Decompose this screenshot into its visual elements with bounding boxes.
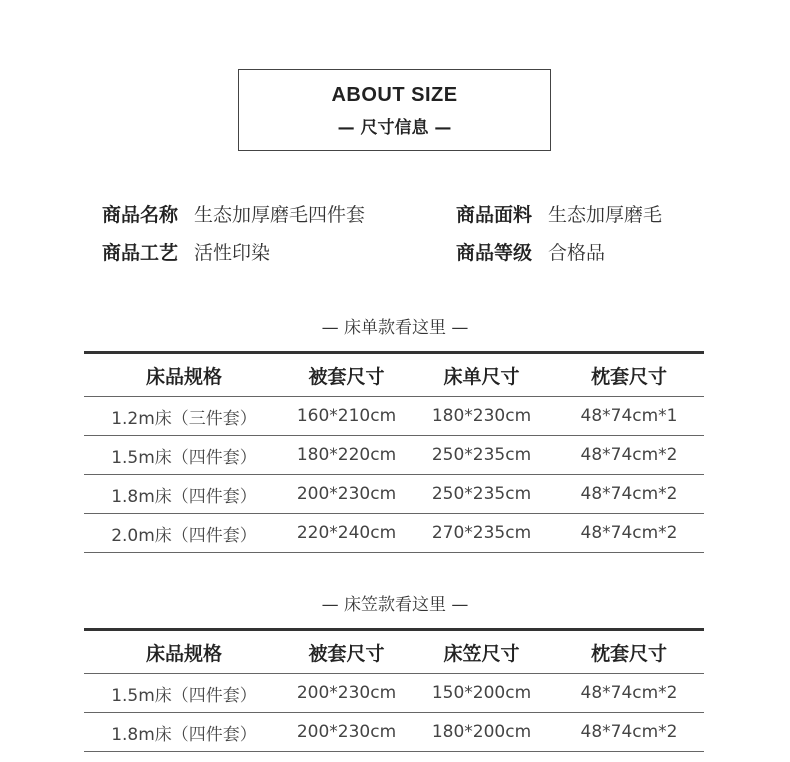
info-product-name (102, 200, 365, 227)
info-value: 合格品 (548, 242, 606, 264)
column-header: 被套尺寸 (284, 630, 409, 674)
table-cell: 200*230cm (284, 475, 409, 514)
table-cell: 250*235cm (409, 475, 554, 514)
info-grade (456, 238, 605, 265)
column-header: 床品规格 (84, 630, 284, 674)
info-value: 活性印染 (194, 242, 271, 264)
table-header-row (84, 630, 704, 674)
table-row (84, 436, 704, 475)
table-cell: 48*74cm*1 (554, 397, 704, 436)
table-row (84, 514, 704, 553)
sheet-size-table (84, 351, 704, 553)
table-cell: 180*200cm (409, 713, 554, 752)
table-cell: 1.5m床（四件套） (84, 436, 284, 475)
table-cell: 200*230cm (284, 674, 409, 713)
table-cell: 48*74cm*2 (554, 475, 704, 514)
table-cell: 180*220cm (284, 436, 409, 475)
table-row (84, 674, 704, 713)
table-cell: 48*74cm*2 (554, 674, 704, 713)
fitted-size-table (84, 628, 704, 752)
column-header: 被套尺寸 (284, 353, 409, 397)
info-label: 商品名称 (102, 204, 179, 226)
table-cell: 1.8m床（四件套） (84, 713, 284, 752)
info-value: 生态加厚磨毛四件套 (194, 204, 366, 226)
column-header: 床品规格 (84, 353, 284, 397)
table-row (84, 475, 704, 514)
table-cell: 160*210cm (284, 397, 409, 436)
table-cell: 48*74cm*2 (554, 713, 704, 752)
table-cell: 48*74cm*2 (554, 436, 704, 475)
info-label: 商品面料 (456, 204, 533, 226)
table-cell: 1.2m床（三件套） (84, 397, 284, 436)
table-cell: 220*240cm (284, 514, 409, 553)
table-cell: 1.8m床（四件套） (84, 475, 284, 514)
sheet-section-heading: — 床单款看这里 — (321, 318, 469, 338)
table-cell: 150*200cm (409, 674, 554, 713)
info-value: 生态加厚磨毛 (548, 204, 663, 226)
info-fabric (456, 200, 662, 227)
table-cell: 200*230cm (284, 713, 409, 752)
info-craft (102, 238, 270, 265)
table-cell: 250*235cm (409, 436, 554, 475)
fitted-section-heading: — 床笠款看这里 — (321, 595, 469, 615)
title-english: ABOUT SIZE (331, 84, 458, 106)
table-cell: 180*230cm (409, 397, 554, 436)
column-header: 枕套尺寸 (554, 353, 704, 397)
table-row (84, 397, 704, 436)
table-cell: 1.5m床（四件套） (84, 674, 284, 713)
table-header-row (84, 353, 704, 397)
title-chinese: — 尺寸信息 — (337, 118, 452, 138)
column-header: 枕套尺寸 (554, 630, 704, 674)
info-label: 商品工艺 (102, 242, 179, 264)
table-cell: 2.0m床（四件套） (84, 514, 284, 553)
info-label: 商品等级 (456, 242, 533, 264)
title-box (238, 69, 551, 151)
column-header: 床单尺寸 (409, 353, 554, 397)
table-cell: 270*235cm (409, 514, 554, 553)
column-header: 床笠尺寸 (409, 630, 554, 674)
table-cell: 48*74cm*2 (554, 514, 704, 553)
table-row (84, 713, 704, 752)
